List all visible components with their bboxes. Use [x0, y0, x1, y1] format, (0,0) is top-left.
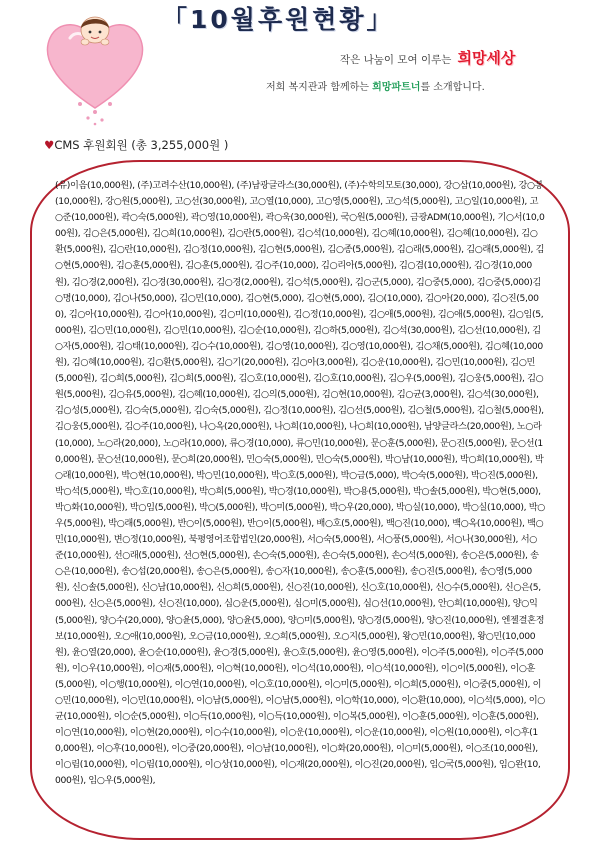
slogan-accent: 희망파트너 — [372, 82, 421, 93]
section-heading — [44, 137, 364, 153]
heart-bullet-icon: ♥ — [44, 138, 55, 152]
slogan-text: 작은 나눔이 모여 이루는 — [340, 54, 452, 66]
section-heading-text: CMS 후원회원 (총 3,255,000원 ) — [54, 138, 229, 152]
brand-name: 희망세상 — [457, 49, 516, 67]
child-face — [81, 17, 109, 45]
slogan-text-b: 를 소개합니다. — [420, 82, 485, 93]
slogan-text-a: 저희 복지관과 함께하는 — [266, 82, 373, 93]
slogan-line-2 — [266, 80, 586, 96]
heart-balloon-illustration — [40, 8, 150, 126]
donor-list: (유)이음(10,000원), (주)고려수산(10,000원), (주)남광글라스(30,000원), (주)수학의모토(30,000), 강○삼(10,000원), 강○봉(10,000원), 강○원(5,000원), 고○선(30,000원), 고○열(10,000), 고○영(5,000원), 고○석(5,000원), 고○일(10,000원), 고○준(10,000원), 곽○숙(5,000원), 곽○영(10,000원), 곽○욱(30,000원), 국○원(5,000원), 금광ADM(10,000원), 기○서(10,000원), 김○은(5,000원), 김○희(10,000원), 김○란(5,000원), 김○석(10,000원), 김○혜(10,000원), 김○혜(10,000원), 김○환(5,000원), 김○란(10,000원), 김○정(10,000원), 김○현(5,000원), 김○종(5,000원), 김○래(5,000원), 김○래(5,000원), 김○현(5,000원), 김○훈(5,000원), 김○훈(5,000원), 김○주(10,000), 김○리아(5,000원), 김○겸(10,000원), 김○경(10,000원), 김○경(2,000원), 김○경(30,000원), 김○경(2,000원), 김○석(5,000원), 김○군(5,000), 김○중(5,000), 김○중(5,000)김○명(10,000), 김○나(50,000), 김○민(10,000), 김○현(5,000), 김○현(5,000), 김○(10,000), 김○아(20,000), 김○진(5,000), 김○아(10,000원), 김○아(10,000원), 김○미(10,000원), 김○정(10,000원), 김○애(5,000원), 김○애(5,000원), 김○임(5,000원), 김○민(10,000원), 김○민(10,000원), 김○순(10,000원), 김○하(5,000원), 김○석(30,000원), 김○선(10,000원), 김○자(5,000원), 김○태(10,000원), 김○수(10,000원), 김○영(10,000원), 김○영(10,000원), 김○채(5,000원), 김○혜(10,000원), 김○혜(10,000원), 김○환(5,000원), 김○기(20,000원), 김○아(3,000원), 김○운(10,000원), 김○민(10,000원), 김○민(5,000원), 김○희(5,000원), 김○희(5,000원), 김○호(10,000원), 김○호(10,000원), 김○우(5,000원), 김○웅(5,000원), 김○원(5,000원), 김○유(5,000원), 김○혜(10,000원), 김○의(5,000원), 김○현(10,000원), 김○균(3,000원), 김○석(30,000원), 김○성(5,000원), 김○숙(5,000원), 김○숙(5,000원), 김○정(10,000원), 김○선(5,000원), 김○철(5,000원), 김○철(5,000원), 김○웅(5,000원), 김○주(10,000원), 나○옥(20,000원), 나○희(10,000원), 나○희(10,000원), 남양글라스(20,000원), 노○라(10,000), 노○라(20,000), 노○라(10,000), 류○경(10,000), 류○민(10,000원), 문○훈(5,000원), 문○진(5,000원), 문○선(10,000원), 문○선(10,000원), 문○희(20,000원), 민○숙(5,000원), 민○숙(5,000원), 박○남(10,000원), 박○희(10,000원), 박○래(10,000원), 박○현(10,000원), 박○민(10,000원), 박○호(5,000원), 박○금(5,000), 박○숙(5,000원), 박○진(5,000원), 박○석(5,000원), 박○호(10,000원), 박○희(5,000원), 박○경(10,000원), 박○용(5,000원), 박○솔(5,000원), 박○현(5,000), 박○화(10,000원), 박○임(5,000원), 박○(5,000원), 박○미(5,000원), 박○우(20,000), 박○실(10,000), 박○실(10,000), 박○우(5,000원), 박○래(5,000원), 반○이(5,000원), 반○이(5,000원), 배○호(5,000원), 백○진(10,000), 백○옥(10,000원), 백○민(10,000원), 변○정(10,000원), 북평영어조합법인(20,000원), 서○숙(5,000원), 서○풍(5,000원), 서○나(30,000원), 서○준(10,000원), 선○래(5,000원), 선○현(5,000원), 손○숙(5,000원), 손○숙(5,000원), 손○석(5,000원), 송○은(5,000원), 송○은(10,000원), 송○섭(20,000원), 송○은(5,000원), 송○자(10,000원), 송○훈(5,000원), 송○진(5,000원), 송○영(5,000원), 신○솔(5,000원), 신○남(10,000원), 신○희(5,000원), 신○진(10,000원), 신○호(10,000원), 신○수(5,000원), 신○은(5,000원), 신○은(5,000원), 신○진(10,000), 심○운(5,000원), 심○미(5,000원), 심○선(10,000원), 안○희(10,000원), 양○익(5,000원), 양○수(20,000), 양○윤(5,000), 양○윤(5,000), 양○미(5,000원), 양○경(5,000원), 양○진(10,000원), 엔젤결혼정보(10,000원), 오○애(10,000원), 오○금(10,000원), 오○희(5,000원), 오○지(5,000원), 왕○민(10,000원), 왕○민(10,000원), 윤○열(20,000), 윤○순(10,000원), 윤○경(5,000원), 윤○호(5,000원), 윤○영(5,000원), 이○주(5,000원), 이○주(5,000원), 이○우(10,000원), 이○재(5,000원), 이○혁(10,000원), 이○석(10,000원), 이○석(10,000원), 이○이(5,000원), 이○훈(5,000원), 이○행(10,000원), 이○연(10,000원), 이○호(10,000원), 이○미(5,000원), 이○희(5,000원), 이○중(5,000원), 이○민(10,000원), 이○민(10,000원), 이○남(5,000원), 이○남(5,000원), 이○학(10,000), 이○환(10,000), 이○석(5,000), 이○균(10,000원), 이○순(5,000원), 이○득(10,000원), 이○득(10,000원), 이○복(5,000원), 이○훈(5,000원), 이○훈(5,000원), 이○연(10,000원), 이○현(20,000원), 이○수(10,000원), 이○운(10,000원), 이○운(10,000원), 이○원(10,000원), 이○후(10,000원), 이○후(10,000원), 이○중(20,000원), 이○남(10,000원), 이○화(20,000원), 이○미(5,000원), 이○조(10,000원), 이○림(10,000원), 이○림(10,000원), 이○상(10,000원), 이○재(20,000원), 이○진(20,000원), 임○국(5,000원), 임○완(10,000원), 임○우(5,000원), — [55, 180, 545, 787]
slogan-line-1 — [340, 46, 580, 70]
page-title: 「10월후원현황」 — [162, 5, 395, 34]
